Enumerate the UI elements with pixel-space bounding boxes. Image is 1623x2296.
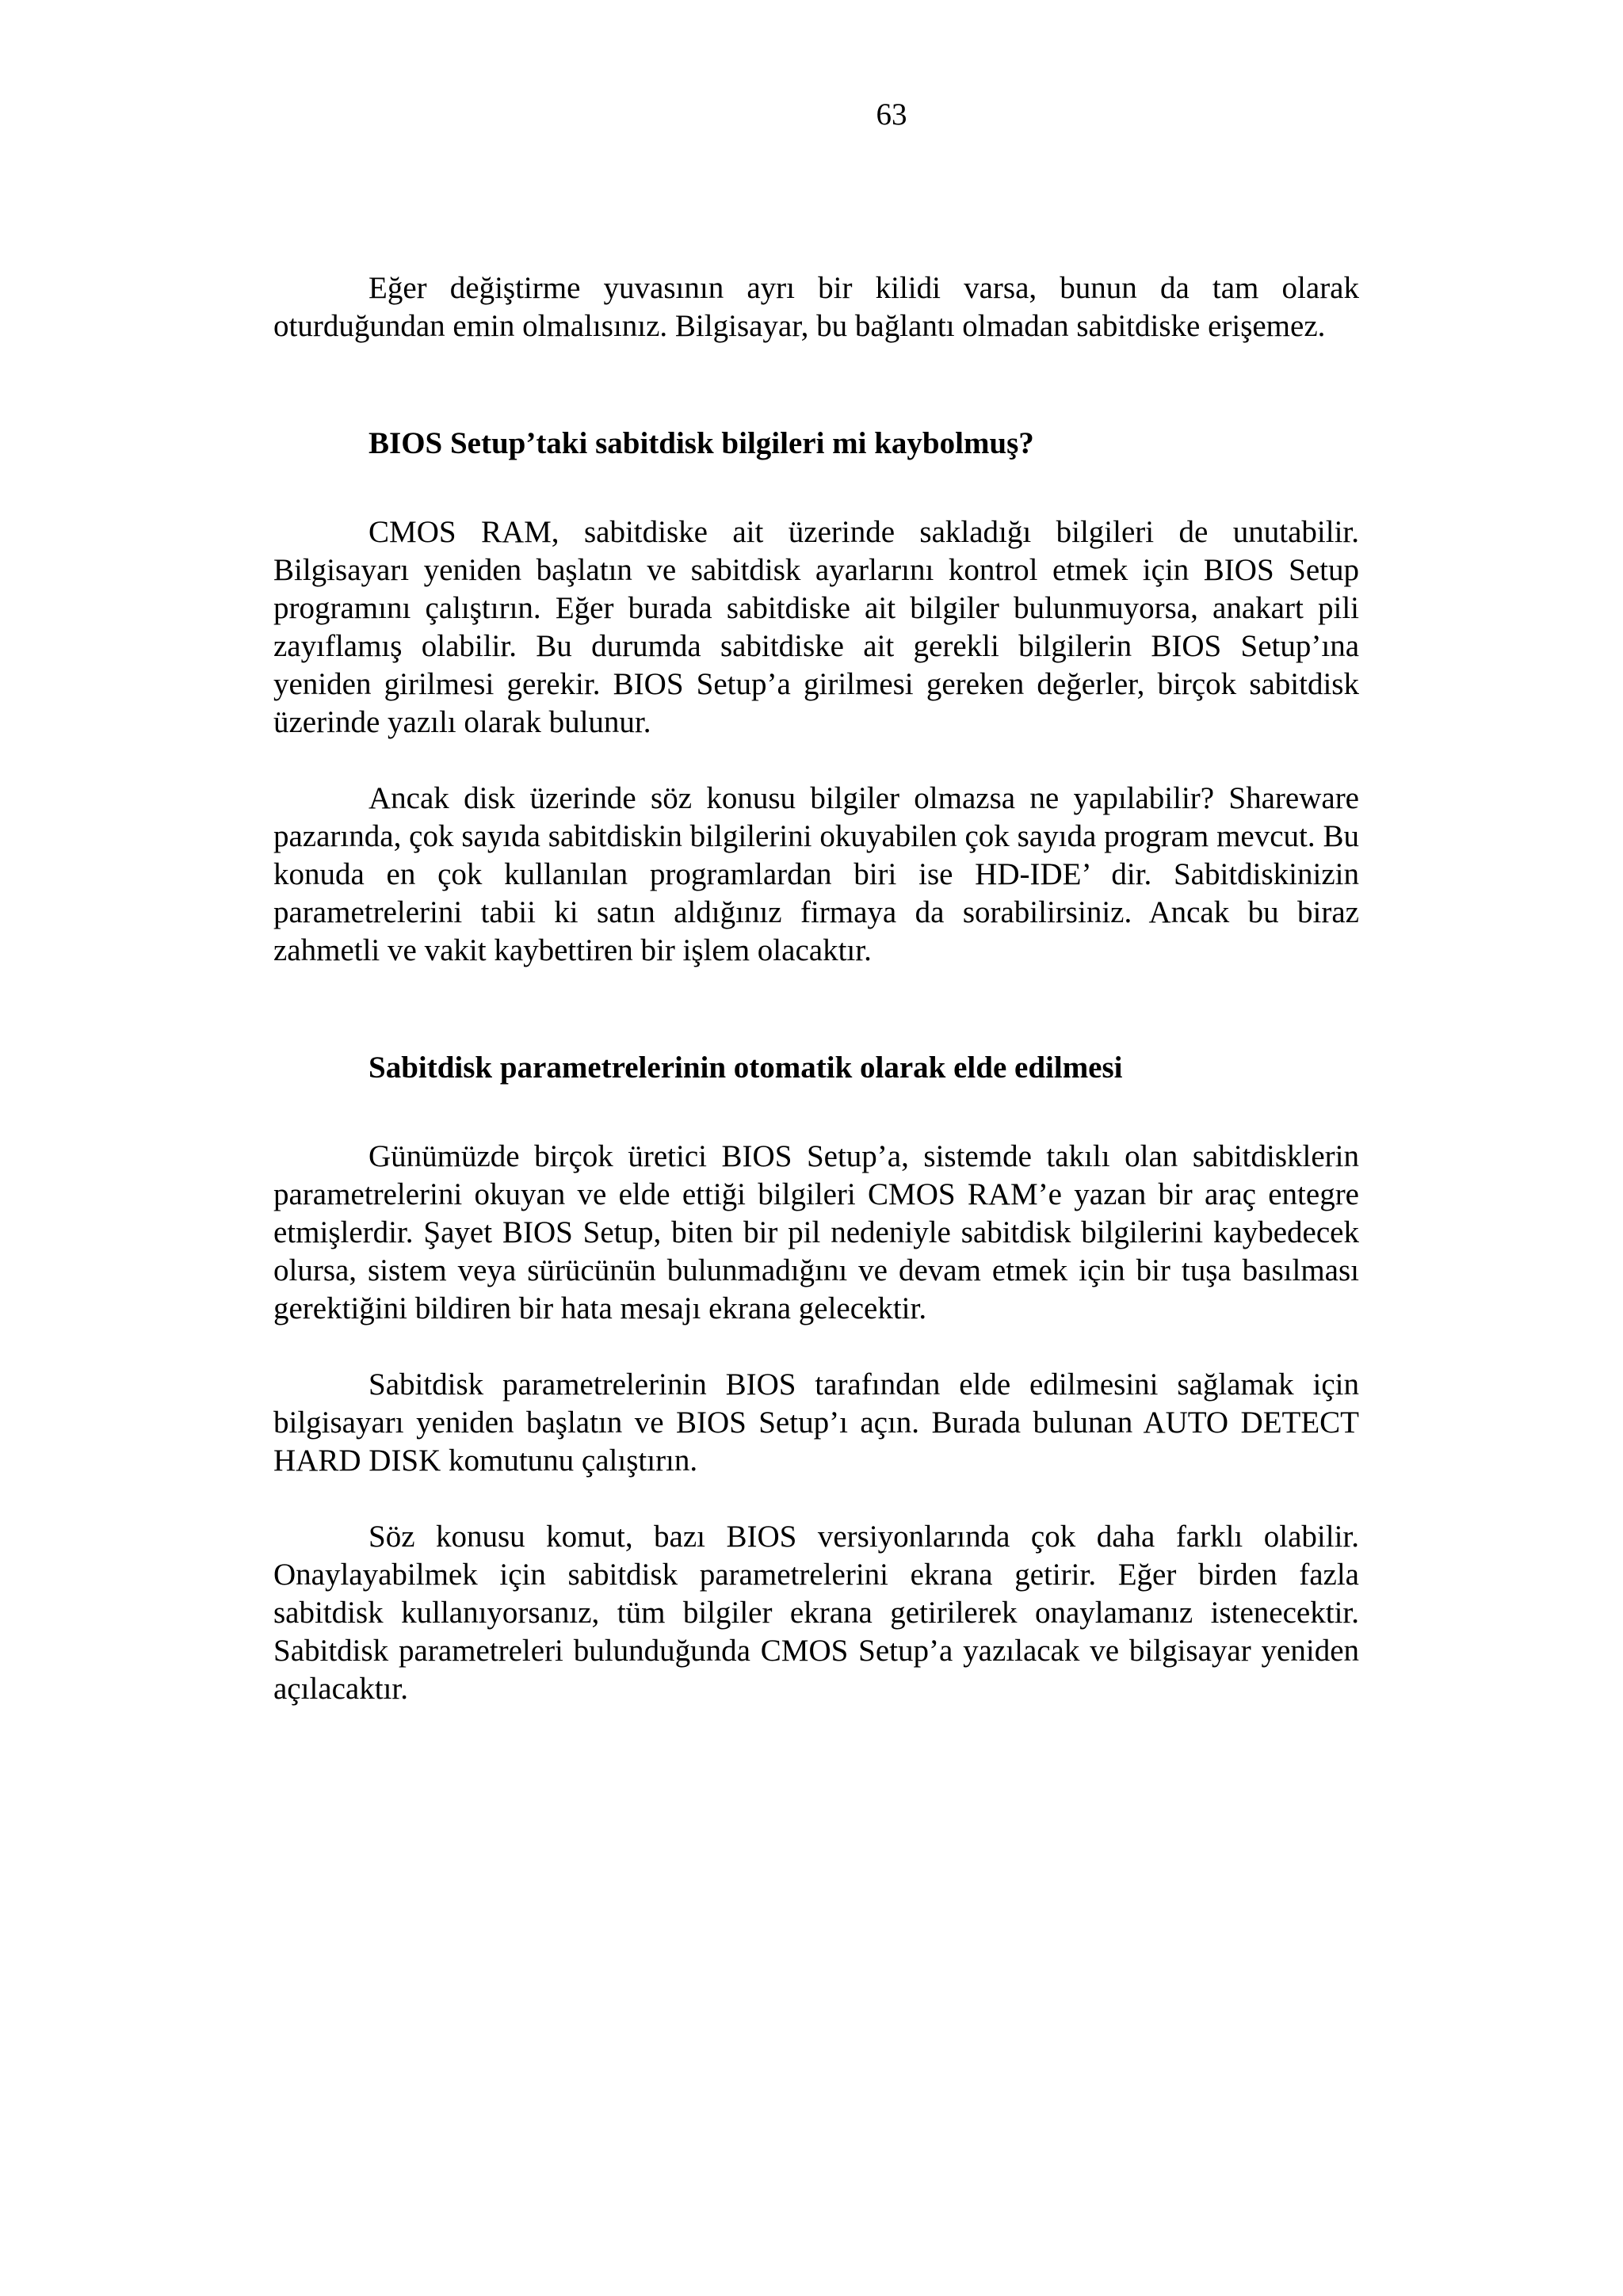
paragraph-bay-lock: Eğer değiştirme yuvasının ayrı bir kilidi varsa, bunun da tam olarak oturduğundan emin olmalısınız. Bilgisayar, bu bağlantı olmadan sabitdiske erişemez. [273,271,1359,343]
paragraph-bios-restart: Sabitdisk parametrelerinin BIOS tarafından elde edilmesini sağlamak için bilgisayarı yeniden başlatın ve BIOS Setup’ı açın. Burada bulunan AUTO DETECT HARD DISK komutunu çalıştırın. [273,1367,1359,1478]
page-number: 63 [876,97,907,132]
page-content [273,269,1359,1708]
paragraph-manufacturers: Günümüzde birçok üretici BIOS Setup’a, sistemde takılı olan sabitdisklerin parametrelerini okuyan ve elde ettiği bilgileri CMOS RAM’e yazan bir araç entegre etmişlerdir. Şayet BIOS Setup, biten bir pil nedeniyle sabitdisk bilgilerini kaybedecek olursa, sistem veya sürücünün bulunmadığını ve devam etmek için bir tuşa basılması gerektiğini bildiren bir hata mesajı ekrana gelecektir. [273,1139,1359,1325]
paragraph-shareware: Ancak disk üzerinde söz konusu bilgiler olmazsa ne yapılabilir? Shareware pazarında, çok sayıda sabitdiskin bilgilerini okuyabilen çok sayıda program mevcut. Bu konuda en çok kullanılan programlardan biri ise HD-IDE’ dir. Sabitdiskinizin parametrelerini tabii ki satın aldığınız firmaya da sorabilirsiniz. Ancak bu biraz zahmetli ve vakit kaybettiren bir işlem olacaktır. [273,781,1359,967]
heading-auto-detect: Sabitdisk parametrelerinin otomatik olarak elde edilmesi [369,1051,1123,1085]
heading-bios-info-lost: BIOS Setup’taki sabitdisk bilgileri mi kaybolmuş? [369,426,1034,460]
paragraph-cmos-ram: CMOS RAM, sabitdiske ait üzerinde sakladığı bilgileri de unutabilir. Bilgisayarı yeniden başlatın ve sabitdisk ayarlarını kontrol etmek için BIOS Setup programını çalıştırın. Eğer burada sabitdiske ait bilgiler bulunmuyorsa, anakart pili zayıflamış olabilir. Bu durumda sabitdiske ait gerekli bilgilerin BIOS Setup’ına yeniden girilmesi gerekir. BIOS Setup’a girilmesi gereken değerler, birçok sabitdisk üzerinde yazılı olarak bulunur. [273,515,1359,739]
paragraph-command-versions: Söz konusu komut, bazı BIOS versiyonlarında çok daha farklı olabilir. Onaylayabilmek için sabitdisk parametrelerini ekrana getirir. Eğer birden fazla sabitdisk kullanıyorsanız, tüm bilgiler ekrana getirilerek onaylamanız istenecektir. Sabitdisk parametreleri bulunduğunda CMOS Setup’a yazılacak ve bilgisayar yeniden açılacaktır. [273,1520,1359,1706]
